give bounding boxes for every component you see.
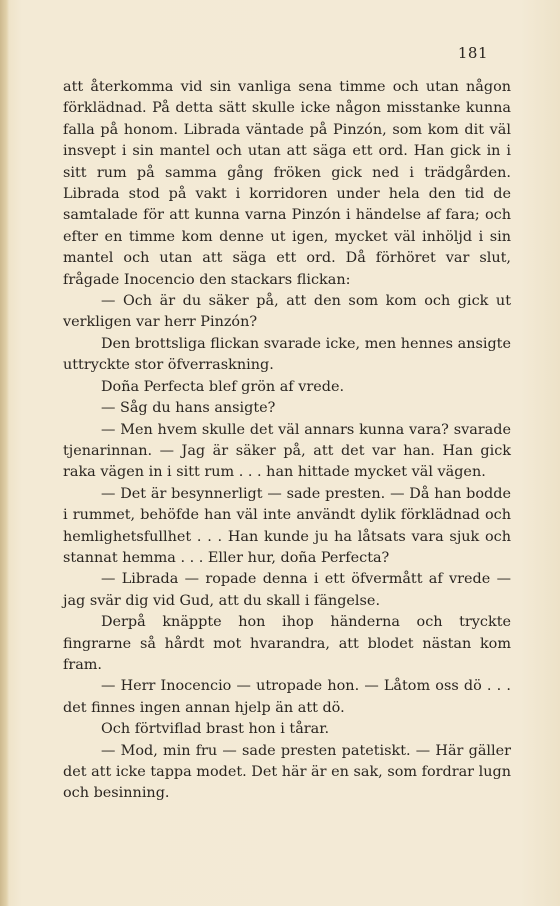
paragraph: — Mod, min fru — sade presten patetiskt. — Här gäller det att icke tappa modet. Det här är en sak, som fordrar lugn och besinning. xyxy=(63,742,511,802)
body-text xyxy=(63,77,511,805)
paragraph: — Librada — ropade denna i ett öfvermått af vrede — jag svär dig vid Gud, att du skall i fängelse. xyxy=(63,571,511,609)
paragraph: Doña Perfecta blef grön af vrede. xyxy=(101,378,345,395)
paragraph: — Såg du hans ansigte? xyxy=(101,400,276,417)
paragraph: Den brottsliga flickan svarade icke, men hennes ansigte uttryckte stor öfverraskning. xyxy=(63,335,511,374)
paragraph: Derpå knäppte hon ihop händerna och tryckte fingrarne så hårdt mot hvarandra, att blodet nästan kom fram. xyxy=(63,614,511,673)
paragraph: — Det är besynnerligt — sade presten. — Då han bodde i rummet, behöfde han väl inte användt dylik förklädnad och hemlighetsfullhet . . . Han kunde ju ha låtsats vara sjuk och stannat hemma . . . Eller hur, doña Perfecta? xyxy=(63,485,511,566)
paragraph: Och förtviflad brast hon i tårar. xyxy=(101,721,330,738)
paragraph: — Men hvem skulle det väl annars kunna vara? svarade tjenarinnan. — Jag är säker på, att det var han. Han gick raka vägen in i sitt rum . . . han hittade mycket väl vägen. xyxy=(63,421,511,481)
page-number: 181 xyxy=(457,44,488,62)
paragraph: att återkomma vid sin vanliga sena timme och utan någon förklädnad. På detta sätt skulle icke någon misstanke kunna falla på honom. Librada väntade på Pinzón, som kom dit väl insvept i sin mantel och utan att säga ett ord. Han gick in i sitt rum på samma gång fröken gick ned i trädgården. Librada stod på vakt i korridoren under hela den tid de samtalade för att kunna varna Pinzón i händelse af fara; och efter en timme kom denne ut igen, mycket väl inhöljd i sin mantel och utan att säga ett ord. Då förhöret var slut, frågade Inocencio den stackars flickan: xyxy=(63,79,511,288)
paragraph: — Herr Inocencio — utropade hon. — Låtom oss dö . . . det finnes ingen annan hjelp än att dö. xyxy=(63,678,511,716)
page-gutter xyxy=(0,0,9,906)
paragraph: — Och är du säker på, att den som kom och gick ut verkligen var herr Pinzón? xyxy=(63,293,511,331)
